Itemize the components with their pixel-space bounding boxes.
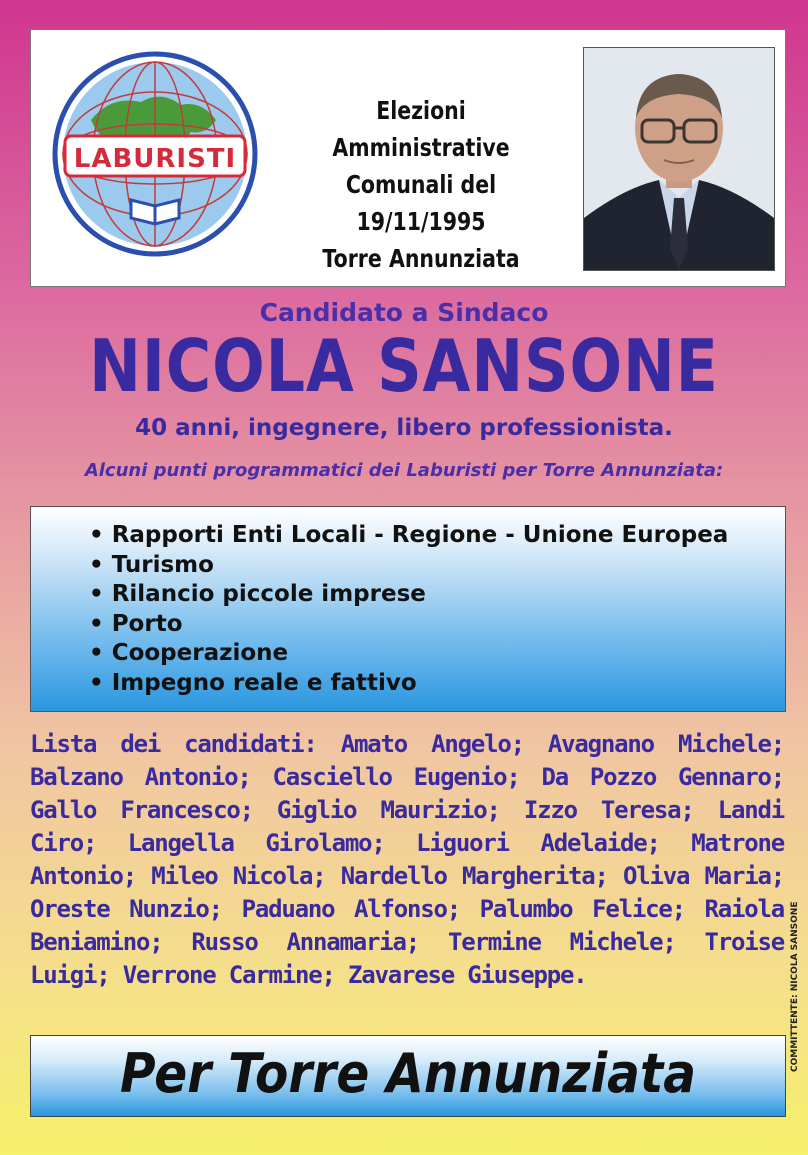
program-item: • Cooperazione: [89, 640, 289, 666]
committente-note: [788, 864, 802, 1074]
program-item: • Rilancio piccole imprese: [89, 581, 426, 607]
bullet-icon: •: [89, 522, 104, 548]
committente-text: COMMITTENTE: NICOLA SANSONE: [790, 901, 800, 1072]
program-item: • Porto: [89, 610, 183, 637]
candidate-name: NICOLA SANSONE: [89, 324, 719, 408]
logo-text: LABURISTI: [73, 144, 237, 174]
slogan-box: [30, 1035, 786, 1117]
candidate-photo: [583, 47, 775, 271]
program-item: • Impegno reale e fattivo: [89, 669, 417, 696]
election-date: Comunali del 19/11/1995: [345, 170, 497, 236]
bullet-icon: •: [89, 581, 104, 607]
election-city: Torre Annunziata: [322, 244, 520, 273]
candidates-list: Lista dei candidati: Amato Angelo; Avagnano Michele; Balzano Antonio; Casciello Eugenio; Da Pozzo Gennaro; Gallo Francesco; Giglio Maurizio; Izzo Teresa; Landi Ciro; Langella Girolamo; Liguori Adelaide; Matrone Antonio; Mileo Nicola; Nardello Margherita; Oliva Maria; Oreste Nunzio; Paduano Alfonso; Palumbo Felice; Raiola Beniamino; Russo Annamaria; Termine Michele; Troise Luigi; Verrone Carmine; Zavarese Giuseppe.: [30, 730, 784, 989]
candidate-description: 40 anni, ingegnere, libero professionista.: [135, 415, 673, 441]
bullet-icon: •: [89, 640, 104, 666]
bullet-icon: •: [89, 551, 104, 578]
program-item: • Rapporti Enti Locali - Regione - Unione Europea: [89, 522, 729, 548]
program-box: [30, 506, 786, 712]
candidate-portrait-image: [584, 48, 774, 270]
program-item: • Turismo: [89, 551, 214, 578]
bullet-icon: •: [89, 610, 104, 637]
slogan: Per Torre Annunziata: [119, 1042, 697, 1105]
election-heading: [298, 92, 544, 277]
program-intro: Alcuni punti programmatici dei Laburisti per Torre Annunziata:: [84, 460, 724, 481]
program-list: [89, 521, 728, 698]
bullet-icon: •: [89, 669, 104, 696]
election-title: Elezioni Amministrative: [332, 96, 510, 162]
candidate-role: Candidato a Sindaco: [259, 298, 549, 327]
header-box: [30, 29, 786, 287]
